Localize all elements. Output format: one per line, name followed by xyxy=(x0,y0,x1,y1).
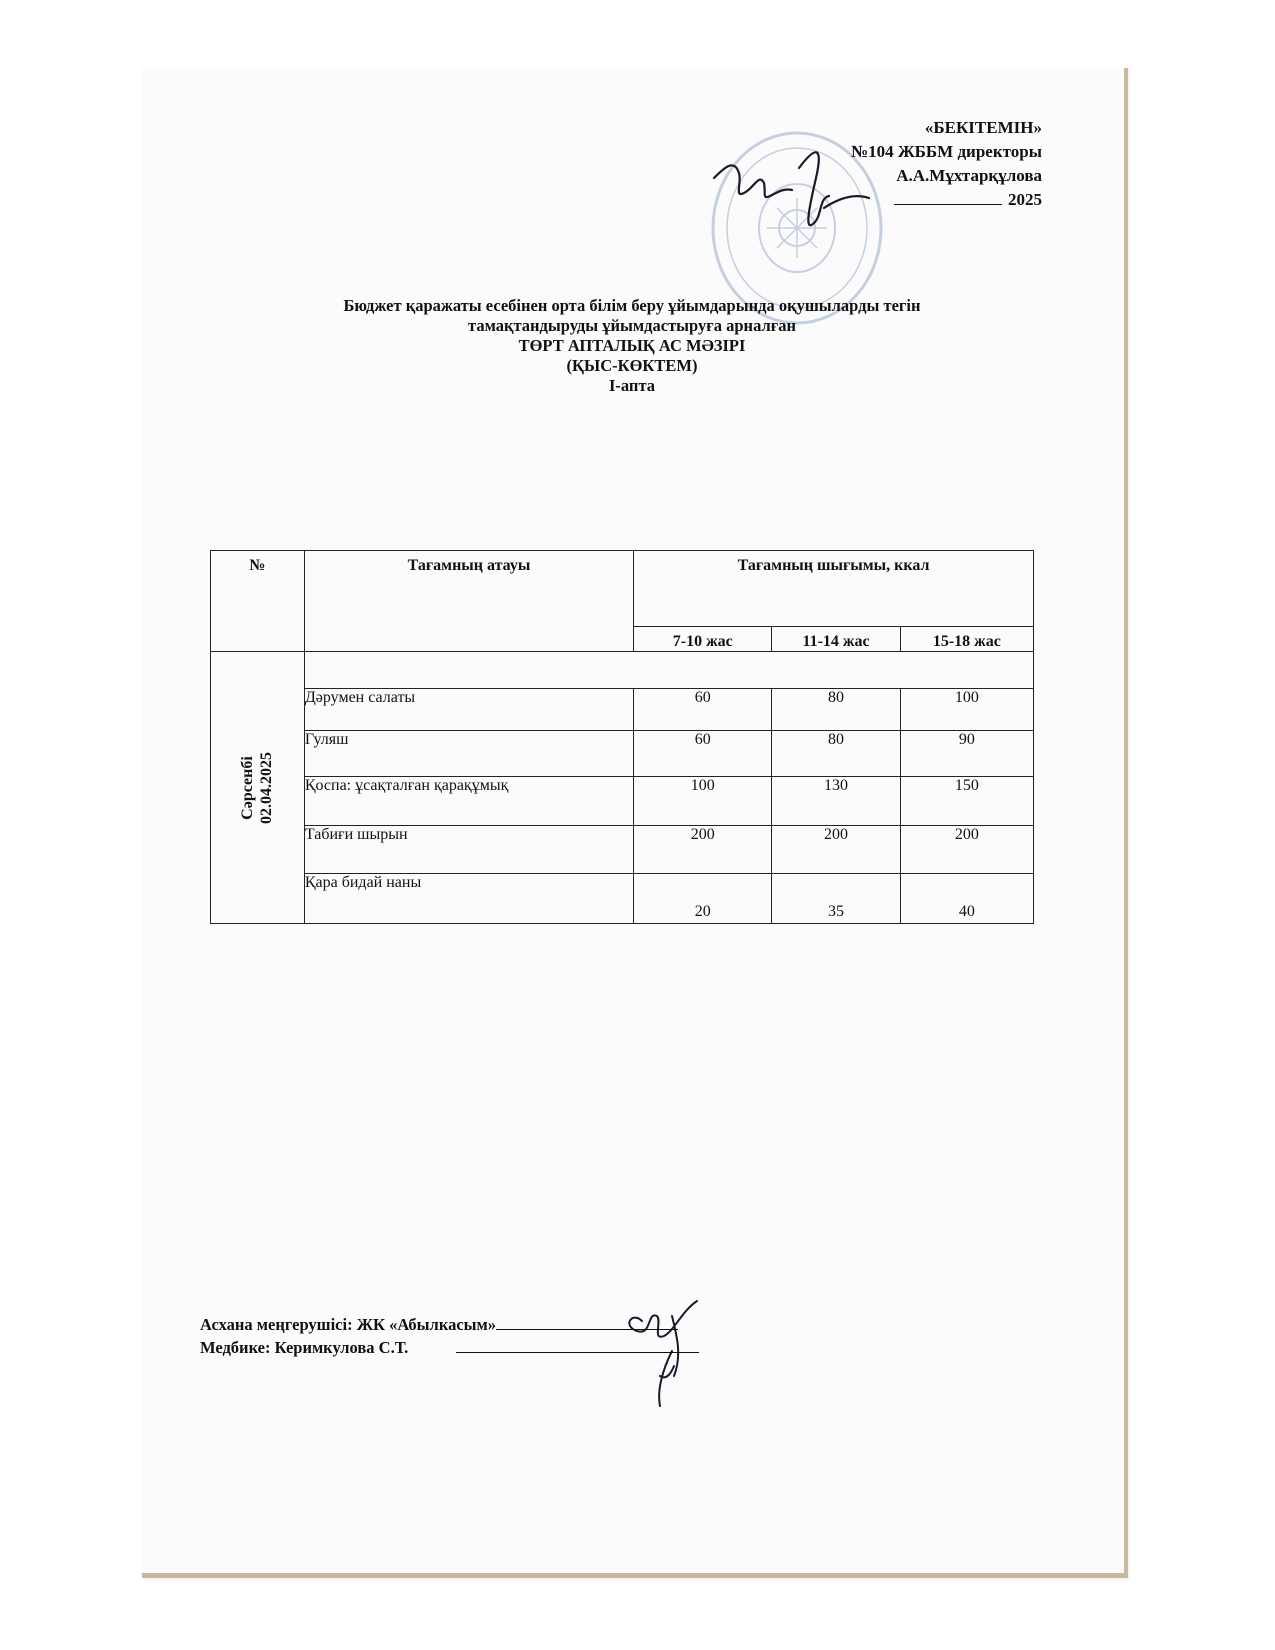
yield-15-18: 90 xyxy=(900,731,1033,777)
dish-name: Табиғи шырын xyxy=(304,826,633,874)
header-dish-name: Тағамның атауы xyxy=(304,551,633,652)
yield-11-14: 200 xyxy=(772,826,900,874)
day-cell xyxy=(211,652,305,924)
table-row xyxy=(211,826,1034,874)
table-header-row xyxy=(211,551,1034,627)
table-row xyxy=(211,874,1034,924)
canteen-head-label: Асхана меңгерушісі: ЖК «Абылкасым» xyxy=(200,1315,497,1334)
dish-name: Қара бидай наны xyxy=(304,874,633,924)
dish-name: Гуляш xyxy=(304,731,633,777)
director-signature xyxy=(704,138,874,248)
document-heading xyxy=(202,296,1062,396)
yield-15-18: 150 xyxy=(900,777,1033,826)
age-group-1: 7-10 жас xyxy=(634,627,772,652)
footer-signatures xyxy=(200,1313,699,1359)
heading-line-2: тамақтандыруды ұйымдастыруға арналған xyxy=(468,316,796,335)
approval-title: «БЕКІТЕМІН» xyxy=(924,118,1042,137)
day-name: Сәрсенбі xyxy=(239,755,257,820)
yield-11-14: 80 xyxy=(772,731,900,777)
table-row xyxy=(211,731,1034,777)
header-number: № xyxy=(211,551,305,652)
yield-7-10: 20 xyxy=(634,874,772,924)
canteen-sign-line xyxy=(496,1315,678,1330)
document-page xyxy=(142,68,1128,1578)
yield-7-10: 60 xyxy=(634,689,772,731)
dish-name: Дәрумен салаты xyxy=(304,689,633,731)
heading-line-4: (ҚЫС-КӨКТЕМ) xyxy=(566,356,698,375)
table-row xyxy=(211,689,1034,731)
heading-line-1: Бюджет қаражаты есебінен орта білім беру ұйымдарында оқушыларды тегін xyxy=(343,296,921,315)
yield-7-10: 60 xyxy=(634,731,772,777)
day-label xyxy=(238,752,276,824)
blank-row xyxy=(304,652,1033,689)
yield-15-18: 40 xyxy=(900,874,1033,924)
approval-position: №104 ЖББМ директоры xyxy=(851,142,1042,161)
yield-7-10: 200 xyxy=(634,826,772,874)
canteen-head-line xyxy=(200,1313,699,1336)
yield-7-10: 100 xyxy=(634,777,772,826)
day-date: 02.04.2025 xyxy=(258,751,276,824)
nurse-sign-line xyxy=(456,1338,699,1353)
heading-line-3: ТӨРТ АПТАЛЫҚ АС МӘЗІРІ xyxy=(518,336,746,355)
age-group-3: 15-18 жас xyxy=(900,627,1033,652)
age-group-2: 11-14 жас xyxy=(772,627,900,652)
yield-15-18: 100 xyxy=(900,689,1033,731)
menu-table xyxy=(210,550,1034,924)
yield-11-14: 35 xyxy=(772,874,900,924)
heading-line-5: I-апта xyxy=(608,376,655,395)
date-blank xyxy=(894,190,1002,205)
yield-11-14: 130 xyxy=(772,777,900,826)
approval-date-line xyxy=(851,188,1042,212)
table-row xyxy=(211,777,1034,826)
yield-15-18: 200 xyxy=(900,826,1033,874)
approval-block xyxy=(851,116,1042,212)
dish-name: Қоспа: ұсақталған қарақұмық xyxy=(304,777,633,826)
table-row xyxy=(211,652,1034,689)
approval-year: 2025 xyxy=(1008,190,1042,209)
nurse-label: Медбике: Керимкулова С.Т. xyxy=(200,1338,409,1357)
yield-11-14: 80 xyxy=(772,689,900,731)
header-yield: Тағамның шығымы, ккал xyxy=(634,551,1034,627)
approval-name: А.А.Мұхтарқұлова xyxy=(896,166,1042,185)
nurse-line xyxy=(200,1336,699,1359)
